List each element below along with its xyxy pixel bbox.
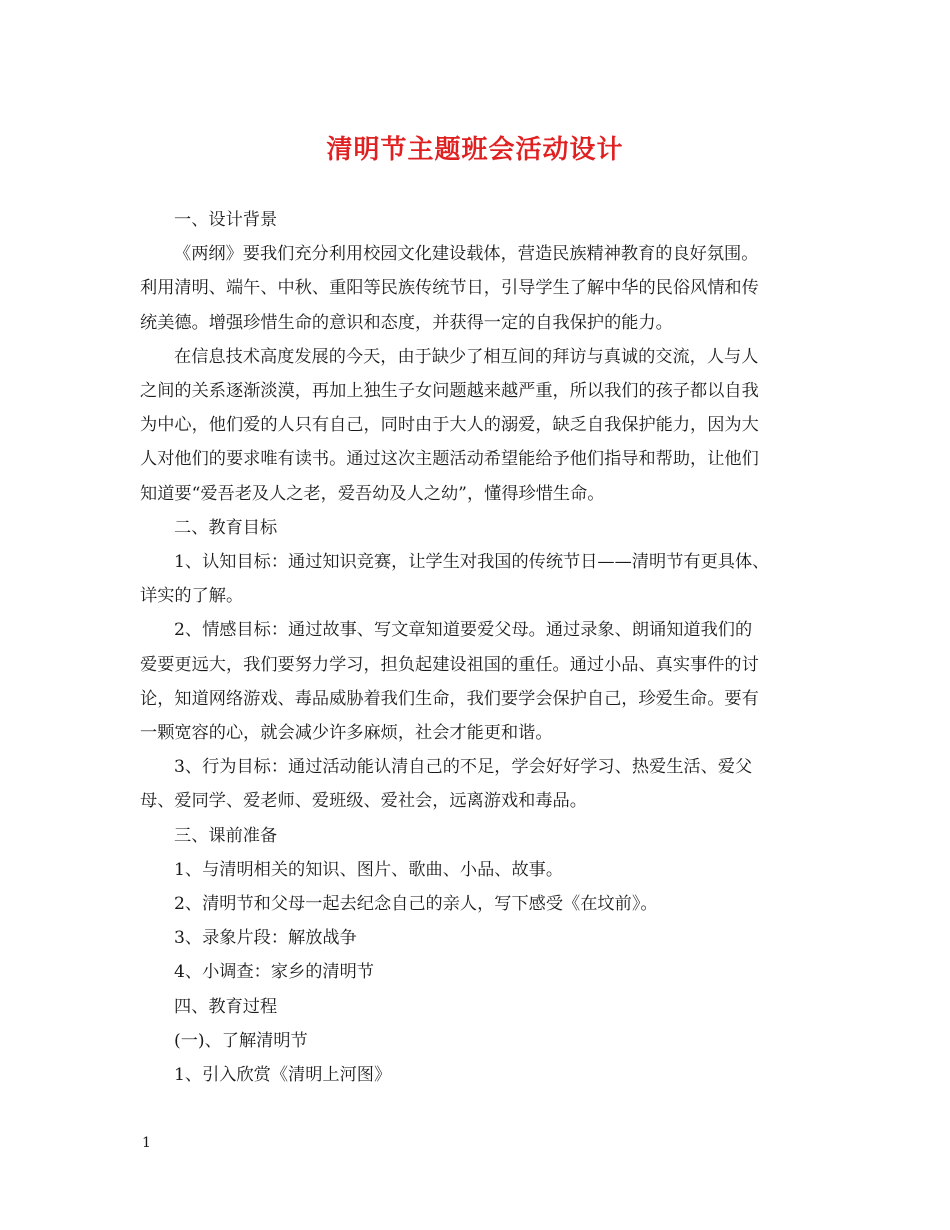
paragraph-line: 之间的关系逐渐淡漠，再加上独生子女问题越来越严重，所以我们的孩子都以自我 (140, 381, 759, 402)
paragraph-line: 1、认知目标：通过知识竞赛，让学生对我国的传统节日——清明节有更具体、 (174, 552, 770, 573)
list-item: 3、录象片段：解放战争 (174, 928, 357, 949)
paragraph-line: 利用清明、端午、中秋、重阳等民族传统节日，引导学生了解中华的民俗风情和传 (140, 278, 759, 299)
list-item: 2、清明节和父母一起去纪念自己的亲人，写下感受《在坟前》。 (174, 894, 658, 915)
paragraph-line: 在信息技术高度发展的今天，由于缺少了相互间的拜访与真诚的交流，人与人 (174, 346, 759, 367)
paragraph-line: 2、情感目标：通过故事、写文章知道要爱父母。通过录象、朗诵知道我们的 (174, 620, 753, 641)
paragraph-line: 一颗宽容的心，就会减少许多麻烦，社会才能更和谐。 (140, 723, 553, 744)
paragraph-line: 为中心，他们爱的人只有自己，同时由于大人的溺爱，缺乏自我保护能力，因为大 (140, 415, 759, 436)
paragraph-line: 爱要更远大，我们要努力学习，担负起建设祖国的重任。通过小品、真实事件的讨 (140, 654, 759, 675)
paragraph-line: 知道要“爱吾老及人之老，爱吾幼及人之幼”，懂得珍惜生命。 (140, 483, 605, 504)
paragraph-line: 3、行为目标：通过活动能认清自己的不足，学会好好学习、热爱生活、爱父 (174, 757, 753, 778)
document-body (140, 203, 820, 1092)
paragraph-line: 论，知道网络游戏、毒品威胁着我们生命，我们要学会保护自己，珍爱生命。要有 (140, 688, 759, 709)
list-item: 1、与清明相关的知识、图片、歌曲、小品、故事。 (174, 859, 564, 880)
section-heading-process: 四、教育过程 (174, 996, 278, 1017)
paragraph-line: 统美德。增强珍惜生命的意识和态度，并获得一定的自我保护的能力。 (140, 312, 673, 333)
paragraph-line: 人对他们的要求唯有读书。通过这次主题活动希望能给予他们指导和帮助，让他们 (140, 449, 759, 470)
paragraph-line: 《两纲》要我们充分利用校园文化建设载体，营造民族精神教育的良好氛围。 (174, 244, 759, 265)
section-heading-goals: 二、教育目标 (174, 517, 278, 538)
list-item: 4、小调查：家乡的清明节 (174, 962, 374, 983)
section-heading-preparation: 三、课前准备 (174, 825, 278, 846)
document-title: 清明节主题班会活动设计 (326, 135, 624, 165)
paragraph-line: 母、爱同学、爱老师、爱班级、爱社会，远离游戏和毒品。 (140, 791, 587, 812)
page-number: 1 (142, 1135, 151, 1151)
list-item: 1、引入欣赏《清明上河图》 (174, 1065, 392, 1086)
section-heading-background: 一、设计背景 (174, 210, 278, 230)
subsection-heading: (一)、了解清明节 (174, 1030, 308, 1051)
paragraph-line: 详实的了解。 (140, 586, 244, 607)
